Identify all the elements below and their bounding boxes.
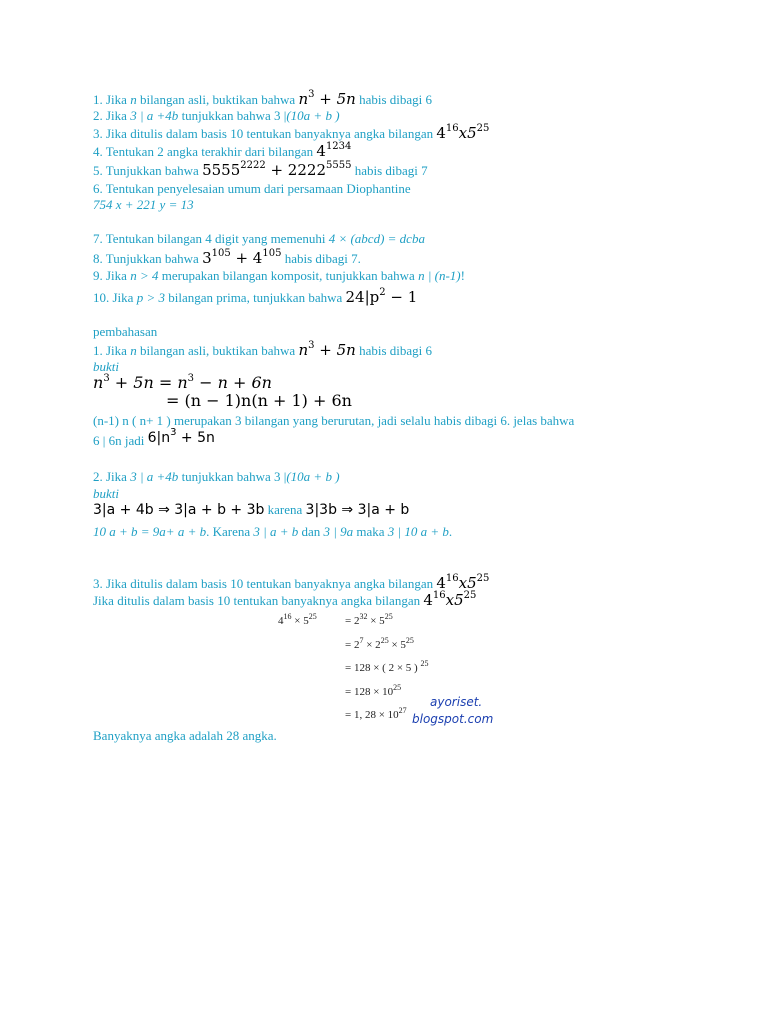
p1-text: 1. Jika bbox=[93, 92, 131, 107]
solution-3-answer: Banyaknya angka adalah 28 angka. bbox=[93, 728, 277, 743]
watermark-line-2: blogspot.com bbox=[412, 712, 494, 726]
problem-7: 7. Tentukan bilangan 4 digit yang memenuhi 4 × (abcd) = dcba bbox=[93, 231, 425, 246]
solution-3-title: 3. Jika ditulis dalam basis 10 tentukan banyaknya angka bilangan $4^{16}x5^{25}$ bbox=[93, 573, 490, 592]
solution-1-text: (n-1) n ( n+ 1 ) merupakan 3 bilangan yang berurutan, jadi selalu habis dibagi 6. jelas bahwa bbox=[93, 413, 575, 428]
derivation-step-3: = 128 × ( 2 × 5 ) $^{25}$ bbox=[345, 659, 429, 674]
problem-9: 9. Jika n > 4 merupakan bilangan komposit, tunjukkan bahwa n | (n-1)! bbox=[93, 268, 465, 283]
derivation-step-2: = $2^7 \times 2^{25} \times 5^{25}$ bbox=[345, 636, 414, 651]
p5-math: $5555^{2222} + 2222^{5555}$ bbox=[202, 160, 352, 179]
solution-1-equation-1: $n^3 + 5n = n^3 - n + 6n$ bbox=[93, 373, 272, 392]
solution-1-equation-2: = (n − 1)n(n + 1) + 6n bbox=[166, 391, 352, 410]
derivation-step-4: = $128 \times 10^{25}$ bbox=[345, 683, 402, 698]
problem-2: 2. Jika 3 | a +4b tunjukkan bahwa 3 |(10a + b ) bbox=[93, 108, 340, 123]
problem-4: 4. Tentukan 2 angka terakhir dari bilangan $4^{1234}$ bbox=[93, 141, 352, 160]
problem-5: 5. Tunjukkan bahwa $5555^{2222} + 2222^{5555}$ habis dibagi 7 bbox=[93, 160, 428, 179]
p1-tail: habis dibagi 6 bbox=[355, 92, 432, 107]
p8-math: $3^{105} + 4^{105}$ bbox=[202, 248, 282, 267]
p1-text2: bilangan asli, buktikan bahwa bbox=[136, 92, 299, 107]
solution-1-conclusion: 6 | 6n jadi $6|n^3 + 5n$ bbox=[93, 427, 215, 448]
problem-1 bbox=[93, 91, 432, 108]
problem-3: 3. Jika ditulis dalam basis 10 tentukan banyaknya angka bilangan $4^{16}x5^{25}$ bbox=[93, 123, 490, 142]
problem-10: 10. Jika p > 3 bilangan prima, tunjukkan bahwa $24|p^2 - 1$ bbox=[93, 287, 418, 306]
p1-math: $n^3 + 5n$ bbox=[298, 89, 356, 108]
solution-2-math-line: 3|a + 4b ⇒ 3|a + b + 3b karena 3|3b ⇒ 3|a + b bbox=[93, 502, 410, 518]
derivation-lhs: $4^{16} \times 5^{25}$ bbox=[278, 612, 317, 627]
watermark-line-1: ayoriset. bbox=[430, 695, 483, 709]
derivation-step-1: = $2^{32} \times 5^{25}$ bbox=[345, 612, 393, 627]
solution-2-bukti: bukti bbox=[93, 486, 119, 501]
p10-math: $24|p^2 - 1$ bbox=[345, 287, 418, 306]
solution-1-bukti: bukti bbox=[93, 359, 119, 374]
pembahasan-heading: pembahasan bbox=[93, 324, 158, 339]
p1-var: n bbox=[130, 92, 137, 107]
problem-6: 6. Tentukan penyelesaian umum dari persamaan Diophantine bbox=[93, 181, 411, 196]
p4-math: $4^{1234}$ bbox=[316, 141, 352, 160]
solution-2-conclusion: 10 a + b = 9a+ a + b. Karena 3 | a + b dan 3 | 9a maka 3 | 10 a + b. bbox=[93, 524, 453, 539]
p3-math: $4^{16}x5^{25}$ bbox=[436, 123, 490, 142]
derivation-step-5: = 1, $28 \times 10^{27}$ bbox=[345, 706, 407, 721]
problem-8: 8. Tunjukkan bahwa $3^{105} + 4^{105}$ habis dibagi 7. bbox=[93, 248, 361, 267]
solution-2-math-2: 3|3b ⇒ 3|a + b bbox=[305, 502, 410, 518]
solution-2-math-1: 3|a + 4b ⇒ 3|a + b + 3b bbox=[93, 502, 265, 518]
solution-1-title: 1. Jika n bilangan asli, buktikan bahwa $n^3 + 5n$ habis dibagi 6 bbox=[93, 340, 432, 359]
solution-3-subtitle: Jika ditulis dalam basis 10 tentukan banyaknya angka bilangan $4^{16}x5^{25}$ bbox=[93, 590, 477, 609]
solution-2-title: 2. Jika 3 | a +4b tunjukkan bahwa 3 |(10a + b ) bbox=[93, 469, 340, 484]
problem-6-equation: 754 x + 221 y = 13 bbox=[93, 197, 194, 212]
